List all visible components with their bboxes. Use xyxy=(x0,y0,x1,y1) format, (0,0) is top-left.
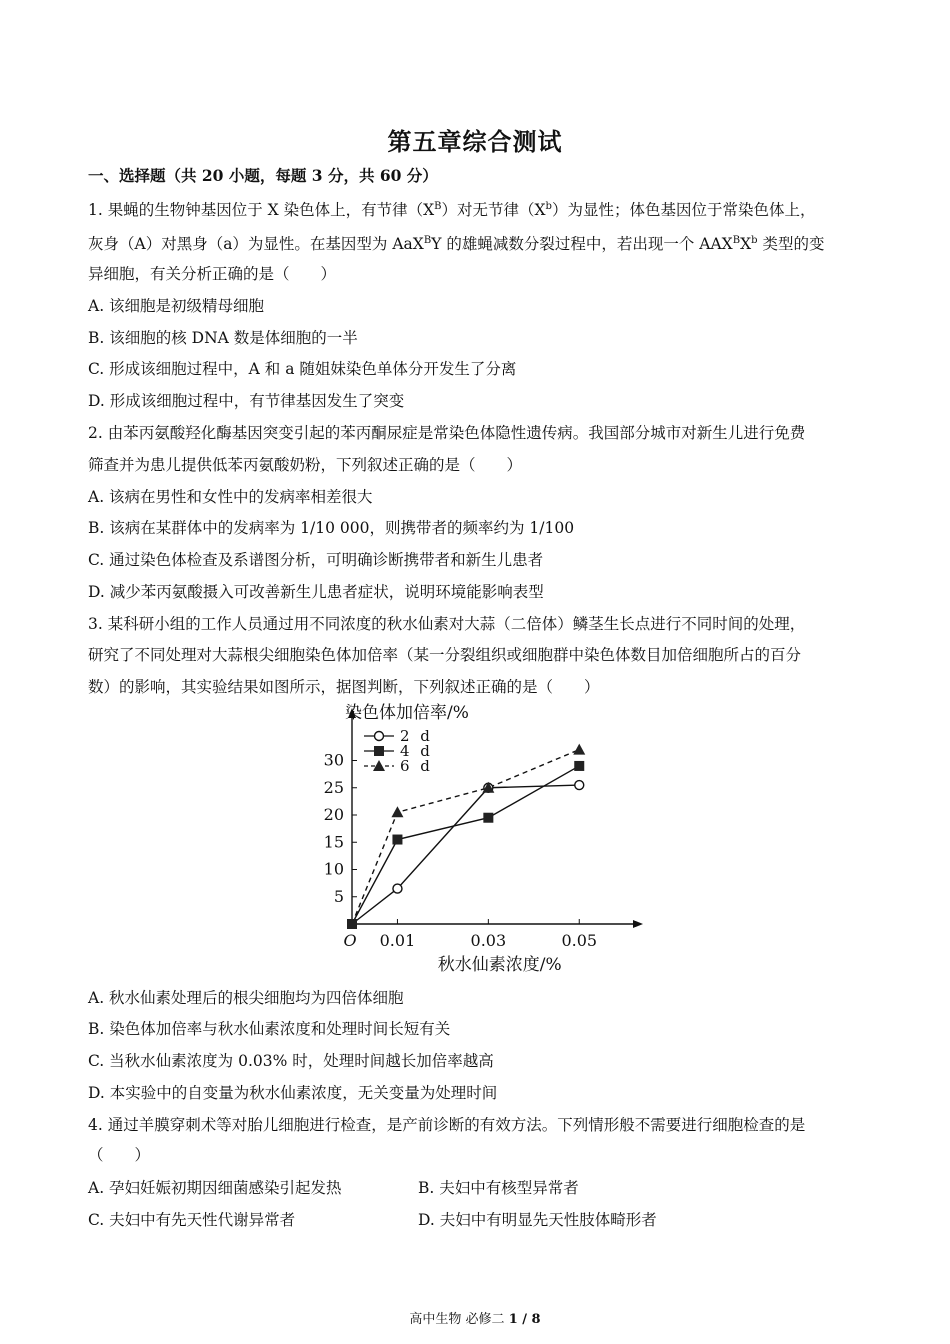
x-axis-title: 秋水仙素浓度/% xyxy=(437,955,562,975)
legend-marker xyxy=(374,746,384,756)
q1-text: Y 的雄蝇减数分裂过程中，若出现一个 AAX xyxy=(431,235,733,253)
q3-line-3: 数）的影响，其实验结果如图所示，据图判断，下列叙述正确的是（ ） xyxy=(88,678,600,696)
y-tick-label: 10 xyxy=(323,859,344,879)
page-title: 第五章综合测试 xyxy=(387,127,563,156)
x-tick-label: 0.03 xyxy=(470,931,507,950)
q2-option-c: C. 通过染色体检查及系谱图分析，可明确诊断携带者和新生儿患者 xyxy=(88,551,544,569)
line-chart xyxy=(315,698,645,980)
q1-text: ）为显性；体色基因位于常染色体上， xyxy=(551,201,816,219)
superscript-b: b xyxy=(545,200,552,212)
x-axis-arrow xyxy=(633,920,643,928)
q4-line-2: （ ） xyxy=(88,1146,151,1164)
q3-option-c: C. 当秋水仙素浓度为 0.03% 时，处理时间越长加倍率越高 xyxy=(88,1052,494,1070)
x-tick-label: 0.01 xyxy=(379,931,416,950)
q2-option-d: D. 减少苯丙氨酸摄入可改善新生儿患者症状，说明环境能影响表型 xyxy=(88,583,544,601)
superscript-B: B xyxy=(732,234,741,246)
origin-label: O xyxy=(343,931,357,950)
q1-option-b: B. 该细胞的核 DNA 数是体细胞的一半 xyxy=(88,329,358,347)
q1-option-c: C. 形成该细胞过程中，A 和 a 随姐妹染色单体分开发生了分离 xyxy=(88,360,517,378)
q4-line-1: 4. 通过羊膜穿刺术等对胎儿细胞进行检查，是产前诊断的有效方法。下列情形般不需要进行细胞检查的是 xyxy=(88,1116,806,1134)
superscript-b: b xyxy=(751,234,758,246)
q4-option-c: C. 夫妇中有先天性代谢异常者 xyxy=(88,1211,296,1229)
page-footer xyxy=(0,1308,950,1327)
q3-option-b: B. 染色体加倍率与秋水仙素浓度和处理时间长短有关 xyxy=(88,1020,451,1038)
data-point xyxy=(575,781,584,790)
legend-label: 2 d xyxy=(400,727,433,745)
q1-text: 类型的变 xyxy=(757,235,825,253)
q3-line-1: 3. 某科研小组的工作人员通过用不同浓度的秋水仙素对大蒜（二倍体）鳞茎生长点进行不同时间的处理， xyxy=(88,615,806,633)
y-tick-label: 5 xyxy=(333,886,344,906)
data-point xyxy=(574,761,584,771)
q2-line-1: 2. 由苯丙氨酸羟化酶基因突变引起的苯丙酮尿症是常染色体隐性遗传病。我国部分城市对新生儿进行免费 xyxy=(88,424,806,442)
y-axis-title: 染色体加倍率/% xyxy=(345,703,469,723)
page-number: 1 / 8 xyxy=(508,1312,541,1327)
legend-marker xyxy=(375,732,384,741)
data-point xyxy=(573,744,585,755)
data-point xyxy=(483,813,493,823)
section-heading: 一、选择题（共 20 小题，每题 3 分，共 60 分） xyxy=(88,166,438,185)
q2-option-a: A. 该病在男性和女性中的发病率相差很大 xyxy=(88,488,373,506)
q1-text: 灰身（A）对黑身（a）为显性。在基因型为 AaX xyxy=(88,235,424,253)
q3-option-d: D. 本实验中的自变量为秋水仙素浓度，无关变量为处理时间 xyxy=(88,1084,498,1102)
y-tick-label: 30 xyxy=(323,750,344,770)
q1-text: 1. 果蝇的生物钟基因位于 X 染色体上，有节律（X xyxy=(88,201,435,219)
q3-option-a: A. 秋水仙素处理后的根尖细胞均为四倍体细胞 xyxy=(88,989,404,1007)
data-point xyxy=(393,884,402,893)
x-tick-label: 0.05 xyxy=(561,931,598,950)
series-line-1 xyxy=(352,785,579,924)
doubling-rate-chart xyxy=(315,698,645,980)
legend-label: 6 d xyxy=(400,757,433,775)
q4-option-d: D. 夫妇中有明显先天性肢体畸形者 xyxy=(418,1211,657,1229)
q1-option-d: D. 形成该细胞过程中，有节律基因发生了突变 xyxy=(88,392,405,410)
data-point xyxy=(391,806,403,817)
q4-option-a: A. 孕妇妊娠初期因细菌感染引起发热 xyxy=(88,1179,342,1197)
q1-text: ）对无节律（X xyxy=(441,201,546,219)
superscript-B: B xyxy=(434,200,442,212)
q1-line-1 xyxy=(88,198,815,220)
q3-line-2: 研究了不同处理对大蒜根尖细胞染色体加倍率（某一分裂组织或细胞群中染色体数目加倍细胞所占的百分 xyxy=(88,646,802,664)
q1-option-a: A. 该细胞是初级精母细胞 xyxy=(88,297,265,315)
q2-line-2: 筛查并为患儿提供低苯丙氨酸奶粉，下列叙述正确的是（ ） xyxy=(88,456,523,474)
y-tick-label: 15 xyxy=(323,832,344,852)
legend-label: 4 d xyxy=(400,742,433,760)
q2-option-b: B. 该病在某群体中的发病率为 1/10 000，则携带者的频率约为 1/100 xyxy=(88,519,575,537)
q4-option-b: B. 夫妇中有核型异常者 xyxy=(418,1179,579,1197)
origin-point xyxy=(347,919,357,929)
superscript-B: B xyxy=(423,234,432,246)
q1-line-2 xyxy=(88,232,824,254)
data-point xyxy=(392,835,402,845)
series-line-2 xyxy=(352,766,579,924)
q1-text: X xyxy=(740,235,752,253)
footer-text: 高中生物 必修二 xyxy=(409,1312,509,1327)
y-tick-label: 25 xyxy=(323,777,344,797)
q1-line-3: 异细胞，有关分析正确的是（ ） xyxy=(88,265,337,283)
y-tick-label: 20 xyxy=(323,805,344,824)
